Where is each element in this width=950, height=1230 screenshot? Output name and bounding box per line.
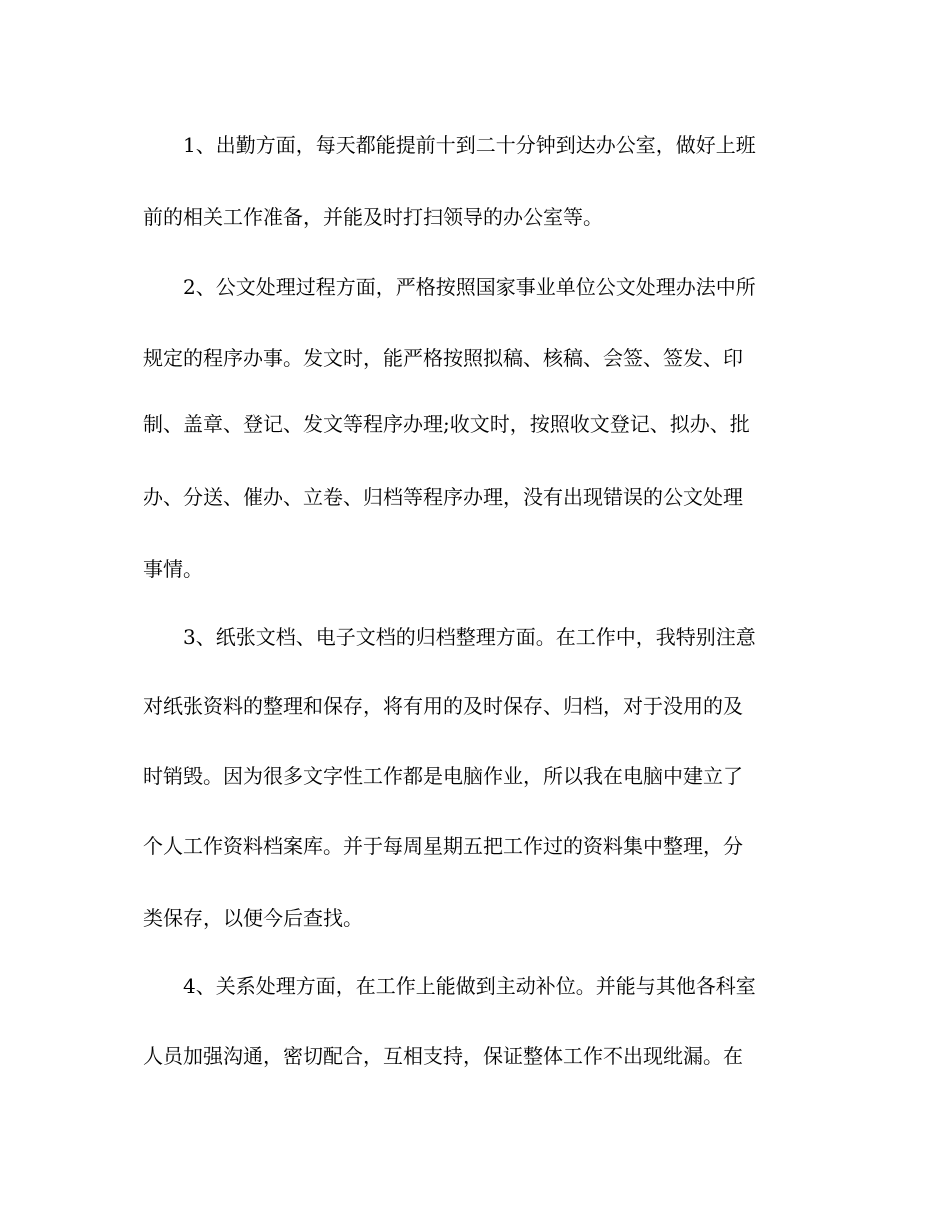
text-line: 办、分送、催办、立卷、归档等程序办理，没有出现错误的公文处理 <box>143 485 743 509</box>
text-line: 2、公文处理过程方面，严格按照国家事业单位公文处理办法中所 <box>143 275 756 299</box>
text-line: 3、纸张文档、电子文档的归档整理方面。在工作中，我特别注意 <box>143 625 756 649</box>
text-line: 1、出勤方面，每天都能提前十到二十分钟到达办公室，做好上班 <box>143 133 756 157</box>
text-line: 类保存，以便今后查找。 <box>143 906 363 930</box>
text-line: 个人工作资料档案库。并于每周星期五把工作过的资料集中整理，分 <box>143 834 743 858</box>
text-line: 规定的程序办事。发文时，能严格按照拟稿、核稿、会签、签发、印 <box>143 346 743 370</box>
text-line: 制、盖章、登记、发文等程序办理;收文时，按照收文登记、拟办、批 <box>143 412 750 436</box>
text-line: 时销毁。因为很多文字性工作都是电脑作业，所以我在电脑中建立了 <box>143 764 743 788</box>
text-line: 前的相关工作准备，并能及时打扫领导的办公室等。 <box>143 205 603 229</box>
text-line: 事情。 <box>143 557 203 581</box>
text-line: 人员加强沟通，密切配合，互相支持，保证整体工作不出现纰漏。在 <box>143 1044 743 1068</box>
text-line: 4、关系处理方面，在工作上能做到主动补位。并能与其他各科室 <box>143 974 756 998</box>
text-line: 对纸张资料的整理和保存，将有用的及时保存、归档，对于没用的及 <box>143 694 743 718</box>
